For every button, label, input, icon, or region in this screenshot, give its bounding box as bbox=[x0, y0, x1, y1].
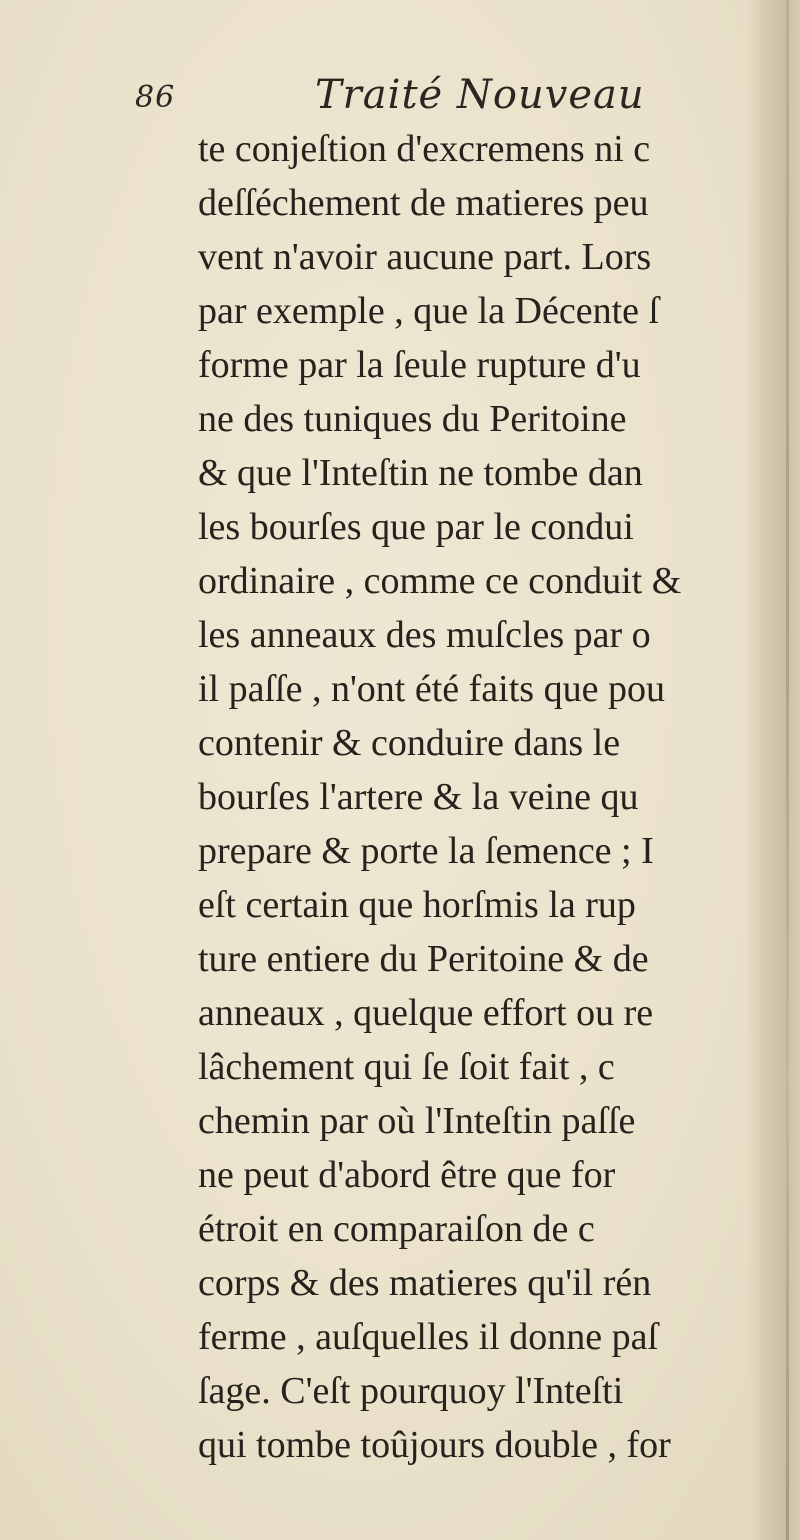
text-line: anneaux , quelque effort ou re bbox=[198, 992, 654, 1034]
binding-edge bbox=[786, 0, 789, 1540]
text-line: te conjeſtion d'excremens ni c bbox=[198, 128, 651, 170]
text-line: vent n'avoir aucune part. Lors bbox=[198, 236, 652, 278]
text-line: lâchement qui ſe ſoit fait , c bbox=[198, 1046, 615, 1088]
body-text bbox=[198, 126, 773, 1516]
text-line: corps & des matieres qu'il rén bbox=[198, 1262, 652, 1304]
text-line: ture entiere du Peritoine & de bbox=[198, 938, 649, 980]
text-line: contenir & conduire dans le bbox=[198, 722, 621, 764]
text-line: ne peut d'abord être que for bbox=[198, 1154, 616, 1196]
text-line: deſſéchement de matieres peu bbox=[198, 182, 649, 224]
text-line: eſt certain que horſmis la rup bbox=[198, 884, 636, 926]
running-head bbox=[135, 72, 735, 128]
text-line: ferme , auſquelles il donne paſ bbox=[198, 1316, 659, 1358]
text-line: par exemple , que la Décente ſ bbox=[198, 290, 660, 332]
text-line: bourſes l'artere & la veine qu bbox=[198, 776, 639, 818]
text-line: prepare & porte la ſemence ; I bbox=[198, 830, 654, 872]
text-line: & que l'Inteſtin ne tombe dan bbox=[198, 452, 643, 494]
text-line: chemin par où l'Inteſtin paſſe bbox=[198, 1100, 636, 1142]
text-line: ſage. C'eſt pourquoy l'Inteſti bbox=[198, 1370, 624, 1412]
text-line: étroit en comparaiſon de c bbox=[198, 1208, 595, 1250]
text-line: ne des tuniques du Peritoine bbox=[198, 398, 627, 440]
text-line: ordinaire , comme ce conduit & bbox=[198, 560, 682, 602]
text-line: les bourſes que par le condui bbox=[198, 506, 634, 548]
text-line: il paſſe , n'ont été faits que pou bbox=[198, 668, 665, 710]
text-line: forme par la ſeule rupture d'u bbox=[198, 344, 641, 386]
text-line: qui tombe toûjours double , for bbox=[198, 1424, 671, 1466]
page-number: 86 bbox=[135, 80, 176, 115]
running-title: Traité Nouveau bbox=[315, 72, 645, 118]
text-line: les anneaux des muſcles par o bbox=[198, 614, 651, 656]
